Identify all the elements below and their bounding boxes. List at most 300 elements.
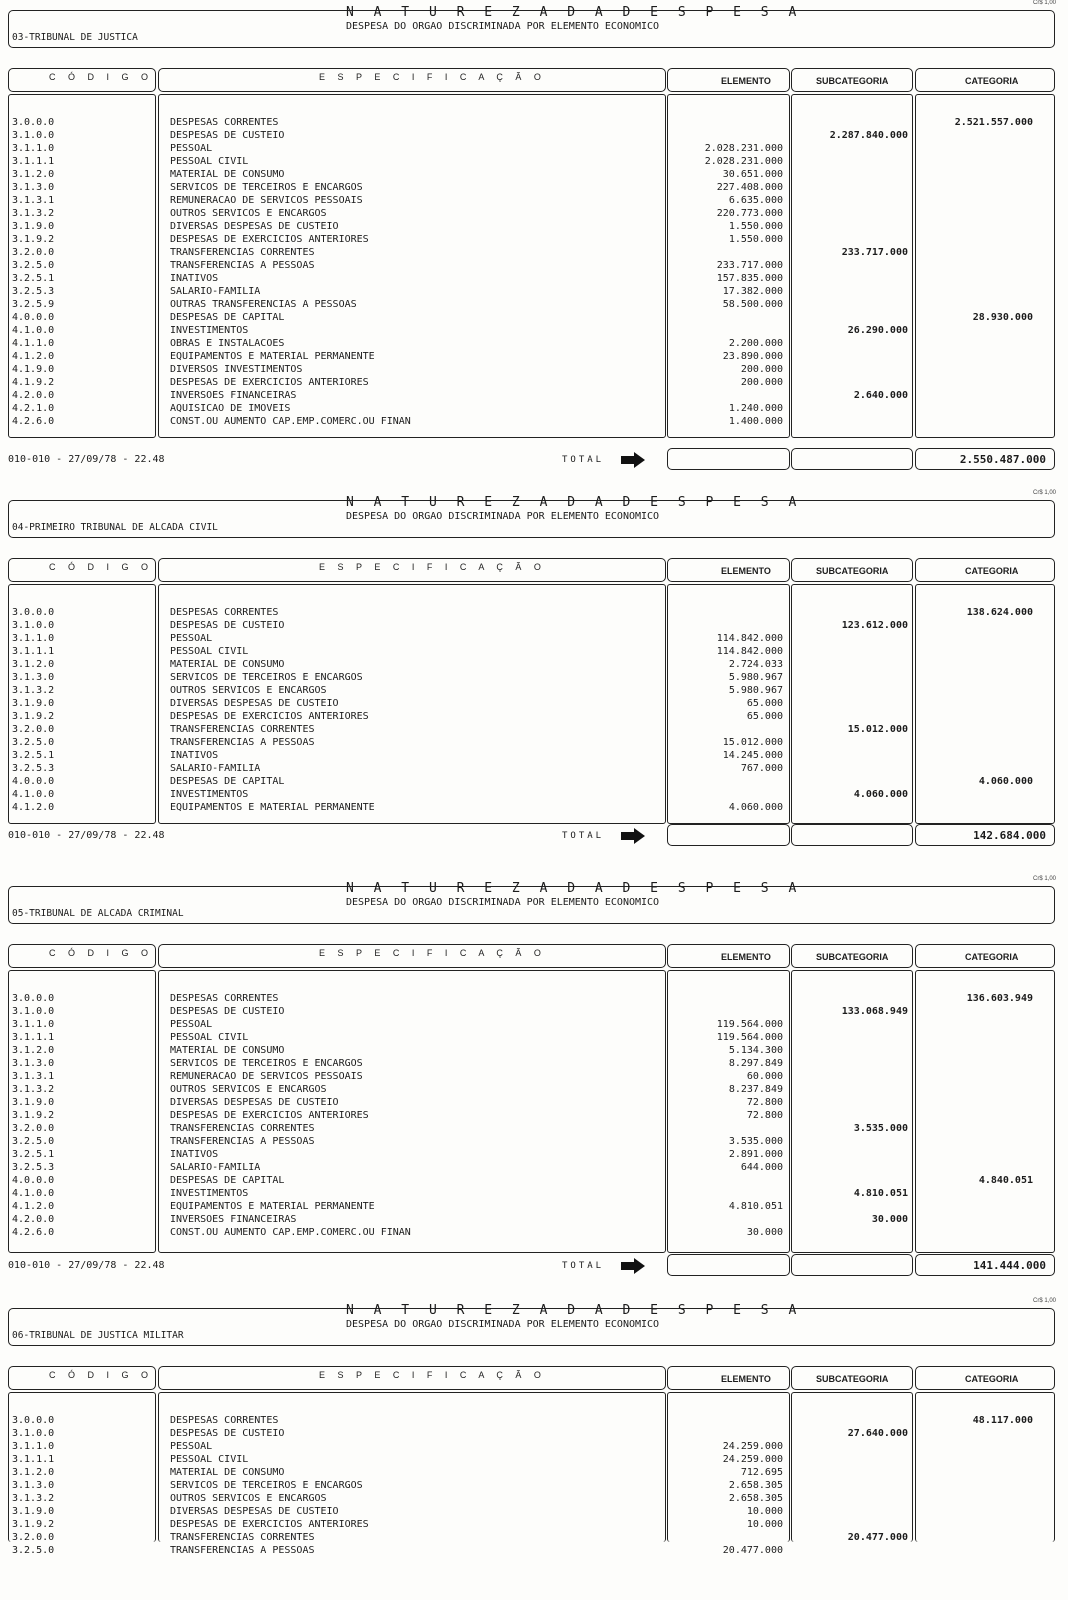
col-codigo-header: [8, 558, 156, 582]
col-subcategoria-header: [791, 558, 913, 582]
table-row: [0, 788, 1068, 801]
col-elemento-header: [667, 68, 790, 92]
row-elemento: 30.000: [746, 1227, 783, 1238]
col-codigo-label: C Ó D I G O: [49, 1370, 154, 1380]
table-row: [0, 389, 1068, 402]
table-row: [0, 1122, 1068, 1135]
table-row: [0, 1174, 1068, 1187]
row-code: 3.1.3.0: [12, 182, 55, 193]
col-codigo-label: C Ó D I G O: [49, 948, 154, 958]
col-subcategoria-header: [791, 1366, 913, 1390]
row-elemento: 1.550.000: [728, 221, 783, 232]
row-elemento: 58.500.000: [722, 299, 783, 310]
total-subcategoria-box: [791, 448, 913, 470]
row-elemento: 200.000: [740, 364, 783, 375]
row-subcategoria: 133.068.949: [841, 1006, 908, 1017]
row-code: 3.2.5.0: [12, 260, 55, 271]
col-subcategoria-label: SUBCATEGORIA: [816, 76, 889, 86]
row-elemento: 20.477.000: [722, 1545, 783, 1556]
row-description: INVESTIMENTOS: [170, 325, 249, 336]
row-elemento: 8.237.849: [728, 1084, 783, 1095]
row-elemento: 15.012.000: [722, 737, 783, 748]
total-value: 2.550.487.000: [915, 448, 1055, 470]
row-code: 3.2.5.0: [12, 737, 55, 748]
row-code: 3.2.5.9: [12, 299, 55, 310]
row-code: 3.2.5.1: [12, 273, 55, 284]
row-elemento: 5.980.967: [728, 672, 783, 683]
row-code: 3.1.3.1: [12, 1071, 55, 1082]
row-elemento: 114.842.000: [716, 633, 783, 644]
table-row: [0, 801, 1068, 814]
row-elemento: 2.200.000: [728, 338, 783, 349]
scale-label: Cr$ 1,00: [1032, 1298, 1056, 1304]
row-description: OUTROS SERVICOS E ENCARGOS: [170, 1084, 327, 1095]
table-row: [0, 1070, 1068, 1083]
row-description: OUTROS SERVICOS E ENCARGOS: [170, 208, 327, 219]
total-label: TOTAL: [562, 1261, 605, 1271]
table-row: [0, 324, 1068, 337]
row-description: EQUIPAMENTOS E MATERIAL PERMANENTE: [170, 802, 375, 813]
row-elemento: 1.400.000: [728, 416, 783, 427]
row-description: REMUNERACAO DE SERVICOS PESSOAIS: [170, 1071, 363, 1082]
row-code: 3.1.1.1: [12, 1454, 55, 1465]
col-elemento-header: [667, 944, 790, 968]
row-code: 3.1.3.2: [12, 685, 55, 696]
row-code: 3.2.0.0: [12, 247, 55, 258]
table-row: [0, 1479, 1068, 1492]
col-subcategoria-label: SUBCATEGORIA: [816, 566, 889, 576]
row-description: DIVERSAS DESPESAS DE CUSTEIO: [170, 698, 339, 709]
row-description: INATIVOS: [170, 273, 219, 284]
row-subcategoria: 26.290.000: [847, 325, 908, 336]
table-row: [0, 1466, 1068, 1479]
row-description: TRANSFERENCIAS CORRENTES: [170, 1532, 315, 1543]
col-elemento-label: ELEMENTO: [721, 1374, 771, 1384]
row-description: DESPESAS DE EXERCICIOS ANTERIORES: [170, 1110, 369, 1121]
row-categoria: 28.930.000: [972, 312, 1033, 323]
row-code: 3.1.1.0: [12, 1019, 55, 1030]
row-elemento: 2.658.305: [728, 1493, 783, 1504]
scale-label: Cr$ 1,00: [1032, 490, 1056, 496]
table-row: [0, 298, 1068, 311]
run-stamp: 010-010 - 27/09/78 - 22.48: [8, 454, 165, 465]
row-description: MATERIAL DE CONSUMO: [170, 659, 285, 670]
col-subcategoria-label: SUBCATEGORIA: [816, 1374, 889, 1384]
table-row: [0, 207, 1068, 220]
table-row: [0, 1057, 1068, 1070]
row-code: 3.2.5.1: [12, 1149, 55, 1160]
row-subcategoria: 3.535.000: [853, 1123, 908, 1134]
row-description: DESPESAS DE EXERCICIOS ANTERIORES: [170, 234, 369, 245]
col-codigo-header: [8, 68, 156, 92]
col-subcategoria-header: [791, 944, 913, 968]
row-description: SERVICOS DE TERCEIROS E ENCARGOS: [170, 672, 363, 683]
row-description: PESSOAL CIVIL: [170, 1454, 249, 1465]
row-elemento: 72.800: [746, 1097, 783, 1108]
row-elemento: 30.651.000: [722, 169, 783, 180]
row-description: PESSOAL CIVIL: [170, 646, 249, 657]
total-subcategoria-box: [791, 824, 913, 846]
row-code: 3.2.5.0: [12, 1136, 55, 1147]
row-code: 3.2.5.3: [12, 286, 55, 297]
row-code: 4.0.0.0: [12, 776, 55, 787]
row-code: 4.2.1.0: [12, 403, 55, 414]
row-description: CONST.OU AUMENTO CAP.EMP.COMERC.OU FINAN: [170, 1227, 411, 1238]
col-codigo-label: C Ó D I G O: [49, 562, 154, 572]
row-description: PESSOAL: [170, 1019, 213, 1030]
row-elemento: 60.000: [746, 1071, 783, 1082]
col-elemento-header: [667, 558, 790, 582]
row-description: SALARIO-FAMILIA: [170, 286, 261, 297]
row-description: DIVERSOS INVESTIMENTOS: [170, 364, 303, 375]
row-description: MATERIAL DE CONSUMO: [170, 1045, 285, 1056]
report-subtitle: DESPESA DO ORGAO DISCRIMINADA POR ELEMENTO ECONOMICO: [346, 511, 660, 522]
row-description: DIVERSAS DESPESAS DE CUSTEIO: [170, 1506, 339, 1517]
col-especificacao-header: [158, 944, 666, 968]
table-row: [0, 142, 1068, 155]
row-description: MATERIAL DE CONSUMO: [170, 169, 285, 180]
row-code: 3.0.0.0: [12, 993, 55, 1004]
row-description: CONST.OU AUMENTO CAP.EMP.COMERC.OU FINAN: [170, 416, 411, 427]
row-elemento: 1.240.000: [728, 403, 783, 414]
row-description: EQUIPAMENTOS E MATERIAL PERMANENTE: [170, 351, 375, 362]
table-row: [0, 658, 1068, 671]
col-especificacao-label: E S P E C I F I C A Ç Ã O: [319, 72, 546, 82]
organ-name: 05-TRIBUNAL DE ALCADA CRIMINAL: [12, 908, 184, 919]
col-categoria-label: CATEGORIA: [965, 952, 1019, 962]
row-code: 3.1.2.0: [12, 659, 55, 670]
row-code: 3.2.0.0: [12, 1532, 55, 1543]
organ-name: 06-TRIBUNAL DE JUSTICA MILITAR: [12, 1330, 184, 1341]
total-value: 142.684.000: [915, 824, 1055, 846]
row-description: PESSOAL CIVIL: [170, 1032, 249, 1043]
row-code: 3.1.9.2: [12, 1519, 55, 1530]
row-elemento: 2.028.231.000: [704, 143, 783, 154]
row-description: INVESTIMENTOS: [170, 789, 249, 800]
run-stamp: 010-010 - 27/09/78 - 22.48: [8, 830, 165, 841]
row-code: 3.1.3.0: [12, 672, 55, 683]
table-row: [0, 762, 1068, 775]
row-description: DESPESAS DE CAPITAL: [170, 312, 285, 323]
row-code: 3.2.5.3: [12, 763, 55, 774]
row-code: 3.1.0.0: [12, 1006, 55, 1017]
row-code: 4.0.0.0: [12, 312, 55, 323]
row-elemento: 114.842.000: [716, 646, 783, 657]
table-row: [0, 1440, 1068, 1453]
col-elemento-label: ELEMENTO: [721, 952, 771, 962]
col-categoria-label: CATEGORIA: [965, 566, 1019, 576]
row-code: 3.1.1.1: [12, 1032, 55, 1043]
col-categoria-header: [915, 944, 1055, 968]
row-elemento: 23.890.000: [722, 351, 783, 362]
report-title: N A T U R E Z A D A D E S P E S A: [346, 5, 803, 20]
row-code: 3.1.2.0: [12, 169, 55, 180]
row-description: TRANSFERENCIAS CORRENTES: [170, 724, 315, 735]
table-row: [0, 129, 1068, 142]
table-row: [0, 311, 1068, 324]
table-row: [0, 168, 1068, 181]
row-elemento: 14.245.000: [722, 750, 783, 761]
row-subcategoria: 233.717.000: [841, 247, 908, 258]
table-row: [0, 1109, 1068, 1122]
row-description: TRANSFERENCIAS A PESSOAS: [170, 1545, 315, 1556]
table-row: [0, 619, 1068, 632]
row-code: 3.2.5.3: [12, 1162, 55, 1173]
table-row: [0, 1505, 1068, 1518]
row-code: 4.2.6.0: [12, 1227, 55, 1238]
row-code: 3.1.1.0: [12, 633, 55, 644]
row-elemento: 4.060.000: [728, 802, 783, 813]
table-row: [0, 350, 1068, 363]
row-elemento: 157.835.000: [716, 273, 783, 284]
row-code: 3.1.0.0: [12, 1428, 55, 1439]
row-description: REMUNERACAO DE SERVICOS PESSOAIS: [170, 195, 363, 206]
row-code: 3.1.9.2: [12, 234, 55, 245]
table-row: [0, 1135, 1068, 1148]
col-elemento-label: ELEMENTO: [721, 566, 771, 576]
table-row: [0, 1187, 1068, 1200]
row-code: 4.1.0.0: [12, 325, 55, 336]
total-label: TOTAL: [562, 455, 605, 465]
row-code: 3.1.3.2: [12, 1084, 55, 1095]
row-elemento: 24.259.000: [722, 1441, 783, 1452]
table-row: [0, 684, 1068, 697]
row-elemento: 233.717.000: [716, 260, 783, 271]
row-elemento: 119.564.000: [716, 1032, 783, 1043]
row-elemento: 712.695: [740, 1467, 783, 1478]
row-description: DESPESAS DE CAPITAL: [170, 776, 285, 787]
table-row: [0, 1414, 1068, 1427]
table-row: [0, 606, 1068, 619]
row-elemento: 24.259.000: [722, 1454, 783, 1465]
row-code: 4.2.0.0: [12, 1214, 55, 1225]
row-code: 3.1.3.2: [12, 1493, 55, 1504]
total-elemento-box: [667, 448, 790, 470]
row-elemento: 65.000: [746, 711, 783, 722]
row-code: 3.1.1.0: [12, 143, 55, 154]
col-especificacao-header: [158, 68, 666, 92]
row-code: 3.2.0.0: [12, 724, 55, 735]
row-elemento: 644.000: [740, 1162, 783, 1173]
row-description: MATERIAL DE CONSUMO: [170, 1467, 285, 1478]
row-elemento: 65.000: [746, 698, 783, 709]
row-elemento: 4.810.051: [728, 1201, 783, 1212]
row-elemento: 220.773.000: [716, 208, 783, 219]
row-description: AQUISICAO DE IMOVEIS: [170, 403, 291, 414]
row-elemento: 17.382.000: [722, 286, 783, 297]
row-categoria: 138.624.000: [966, 607, 1033, 618]
row-elemento: 2.891.000: [728, 1149, 783, 1160]
row-description: PESSOAL CIVIL: [170, 156, 249, 167]
row-description: DESPESAS DE CUSTEIO: [170, 1428, 285, 1439]
table-row: [0, 1226, 1068, 1239]
row-elemento: 1.550.000: [728, 234, 783, 245]
row-description: TRANSFERENCIAS CORRENTES: [170, 1123, 315, 1134]
row-description: OUTROS SERVICOS E ENCARGOS: [170, 1493, 327, 1504]
row-code: 3.1.1.1: [12, 156, 55, 167]
total-elemento-box: [667, 824, 790, 846]
row-code: 4.1.0.0: [12, 1188, 55, 1199]
row-code: 3.1.9.0: [12, 1097, 55, 1108]
organ-name: 03-TRIBUNAL DE JUSTICA: [12, 32, 138, 43]
row-code: 4.0.0.0: [12, 1175, 55, 1186]
table-row: [0, 671, 1068, 684]
table-row: [0, 194, 1068, 207]
col-especificacao-label: E S P E C I F I C A Ç Ã O: [319, 948, 546, 958]
col-codigo-header: [8, 944, 156, 968]
table-row: [0, 1148, 1068, 1161]
row-categoria: 2.521.557.000: [954, 117, 1033, 128]
table-row: [0, 1200, 1068, 1213]
table-row: [0, 736, 1068, 749]
row-description: TRANSFERENCIAS A PESSOAS: [170, 1136, 315, 1147]
row-code: 4.1.2.0: [12, 351, 55, 362]
col-especificacao-header: [158, 1366, 666, 1390]
table-row: [0, 246, 1068, 259]
report-subtitle: DESPESA DO ORGAO DISCRIMINADA POR ELEMENTO ECONOMICO: [346, 1319, 660, 1330]
row-elemento: 200.000: [740, 377, 783, 388]
row-code: 3.1.0.0: [12, 620, 55, 631]
row-description: OUTROS SERVICOS E ENCARGOS: [170, 685, 327, 696]
table-row: [0, 415, 1068, 428]
row-code: 3.2.5.0: [12, 1545, 55, 1556]
table-row: [0, 402, 1068, 415]
row-code: 3.1.3.0: [12, 1058, 55, 1069]
row-code: 4.1.9.0: [12, 364, 55, 375]
row-description: INVERSOES FINANCEIRAS: [170, 390, 297, 401]
row-description: DESPESAS DE CUSTEIO: [170, 620, 285, 631]
row-description: PESSOAL: [170, 143, 213, 154]
row-code: 3.1.3.0: [12, 1480, 55, 1491]
table-row: [0, 645, 1068, 658]
col-especificacao-label: E S P E C I F I C A Ç Ã O: [319, 1370, 546, 1380]
table-row: [0, 1544, 1068, 1557]
col-categoria-label: CATEGORIA: [965, 1374, 1019, 1384]
scale-label: Cr$ 1,00: [1032, 876, 1056, 882]
arrow-right-icon: [621, 452, 645, 468]
table-row: [0, 363, 1068, 376]
table-row: [0, 1427, 1068, 1440]
row-code: 3.1.9.2: [12, 711, 55, 722]
table-row: [0, 1453, 1068, 1466]
col-categoria-header: [915, 68, 1055, 92]
table-row: [0, 1518, 1068, 1531]
table-row: [0, 181, 1068, 194]
row-code: 4.1.2.0: [12, 1201, 55, 1212]
report-title: N A T U R E Z A D A D E S P E S A: [346, 495, 803, 510]
row-code: 3.1.0.0: [12, 130, 55, 141]
row-code: 3.1.2.0: [12, 1467, 55, 1478]
col-especificacao-header: [158, 558, 666, 582]
row-code: 3.1.2.0: [12, 1045, 55, 1056]
row-description: SERVICOS DE TERCEIROS E ENCARGOS: [170, 182, 363, 193]
run-stamp: 010-010 - 27/09/78 - 22.48: [8, 1260, 165, 1271]
row-elemento: 2.028.231.000: [704, 156, 783, 167]
scale-label: Cr$ 1,00: [1032, 0, 1056, 6]
row-code: 3.2.0.0: [12, 1123, 55, 1134]
row-categoria: 4.060.000: [978, 776, 1033, 787]
total-value: 141.444.000: [915, 1254, 1055, 1276]
row-description: DESPESAS CORRENTES: [170, 117, 279, 128]
row-code: 4.1.0.0: [12, 789, 55, 800]
organ-name: 04-PRIMEIRO TRIBUNAL DE ALCADA CIVIL: [12, 522, 218, 533]
row-code: 3.2.5.1: [12, 750, 55, 761]
row-description: SERVICOS DE TERCEIROS E ENCARGOS: [170, 1480, 363, 1491]
row-description: TRANSFERENCIAS A PESSOAS: [170, 260, 315, 271]
col-especificacao-label: E S P E C I F I C A Ç Ã O: [319, 562, 546, 572]
table-row: [0, 376, 1068, 389]
table-row: [0, 1005, 1068, 1018]
row-subcategoria: 2.287.840.000: [829, 130, 908, 141]
row-code: 4.1.2.0: [12, 802, 55, 813]
total-label: TOTAL: [562, 831, 605, 841]
row-elemento: 72.800: [746, 1110, 783, 1121]
row-description: EQUIPAMENTOS E MATERIAL PERMANENTE: [170, 1201, 375, 1212]
row-description: SERVICOS DE TERCEIROS E ENCARGOS: [170, 1058, 363, 1069]
row-subcategoria: 20.477.000: [847, 1532, 908, 1543]
row-code: 3.1.1.0: [12, 1441, 55, 1452]
row-subcategoria: 2.640.000: [853, 390, 908, 401]
row-subcategoria: 123.612.000: [841, 620, 908, 631]
row-elemento: 227.408.000: [716, 182, 783, 193]
table-row: [0, 710, 1068, 723]
row-code: 4.2.6.0: [12, 416, 55, 427]
row-code: 3.1.9.0: [12, 221, 55, 232]
row-description: DESPESAS DE EXERCICIOS ANTERIORES: [170, 377, 369, 388]
total-subcategoria-box: [791, 1254, 913, 1276]
table-row: [0, 233, 1068, 246]
row-subcategoria: 30.000: [871, 1214, 908, 1225]
row-description: OUTRAS TRANSFERENCIAS A PESSOAS: [170, 299, 357, 310]
row-description: DESPESAS CORRENTES: [170, 607, 279, 618]
row-code: 3.1.9.0: [12, 1506, 55, 1517]
col-codigo-label: C Ó D I G O: [49, 72, 154, 82]
row-description: DESPESAS DE EXERCICIOS ANTERIORES: [170, 1519, 369, 1530]
table-row: [0, 749, 1068, 762]
col-categoria-header: [915, 1366, 1055, 1390]
row-categoria: 4.840.051: [978, 1175, 1033, 1186]
row-description: INATIVOS: [170, 1149, 219, 1160]
row-subcategoria: 27.640.000: [847, 1428, 908, 1439]
row-code: 3.0.0.0: [12, 117, 55, 128]
row-elemento: 2.724.033: [728, 659, 783, 670]
row-description: DESPESAS CORRENTES: [170, 1415, 279, 1426]
row-elemento: 8.297.849: [728, 1058, 783, 1069]
row-code: 4.1.1.0: [12, 338, 55, 349]
table-row: [0, 155, 1068, 168]
row-code: 3.1.9.0: [12, 698, 55, 709]
row-description: PESSOAL: [170, 1441, 213, 1452]
table-row: [0, 1044, 1068, 1057]
table-row: [0, 1213, 1068, 1226]
row-elemento: 767.000: [740, 763, 783, 774]
row-description: INATIVOS: [170, 750, 219, 761]
row-description: PESSOAL: [170, 633, 213, 644]
table-row: [0, 259, 1068, 272]
row-description: DESPESAS DE CUSTEIO: [170, 130, 285, 141]
table-row: [0, 1083, 1068, 1096]
table-row: [0, 775, 1068, 788]
report-title: N A T U R E Z A D A D E S P E S A: [346, 881, 803, 896]
table-row: [0, 1161, 1068, 1174]
col-elemento-label: ELEMENTO: [721, 76, 771, 86]
row-description: SALARIO-FAMILIA: [170, 763, 261, 774]
row-description: INVESTIMENTOS: [170, 1188, 249, 1199]
row-code: 4.2.0.0: [12, 390, 55, 401]
row-subcategoria: 15.012.000: [847, 724, 908, 735]
table-row: [0, 992, 1068, 1005]
row-elemento: 10.000: [746, 1506, 783, 1517]
